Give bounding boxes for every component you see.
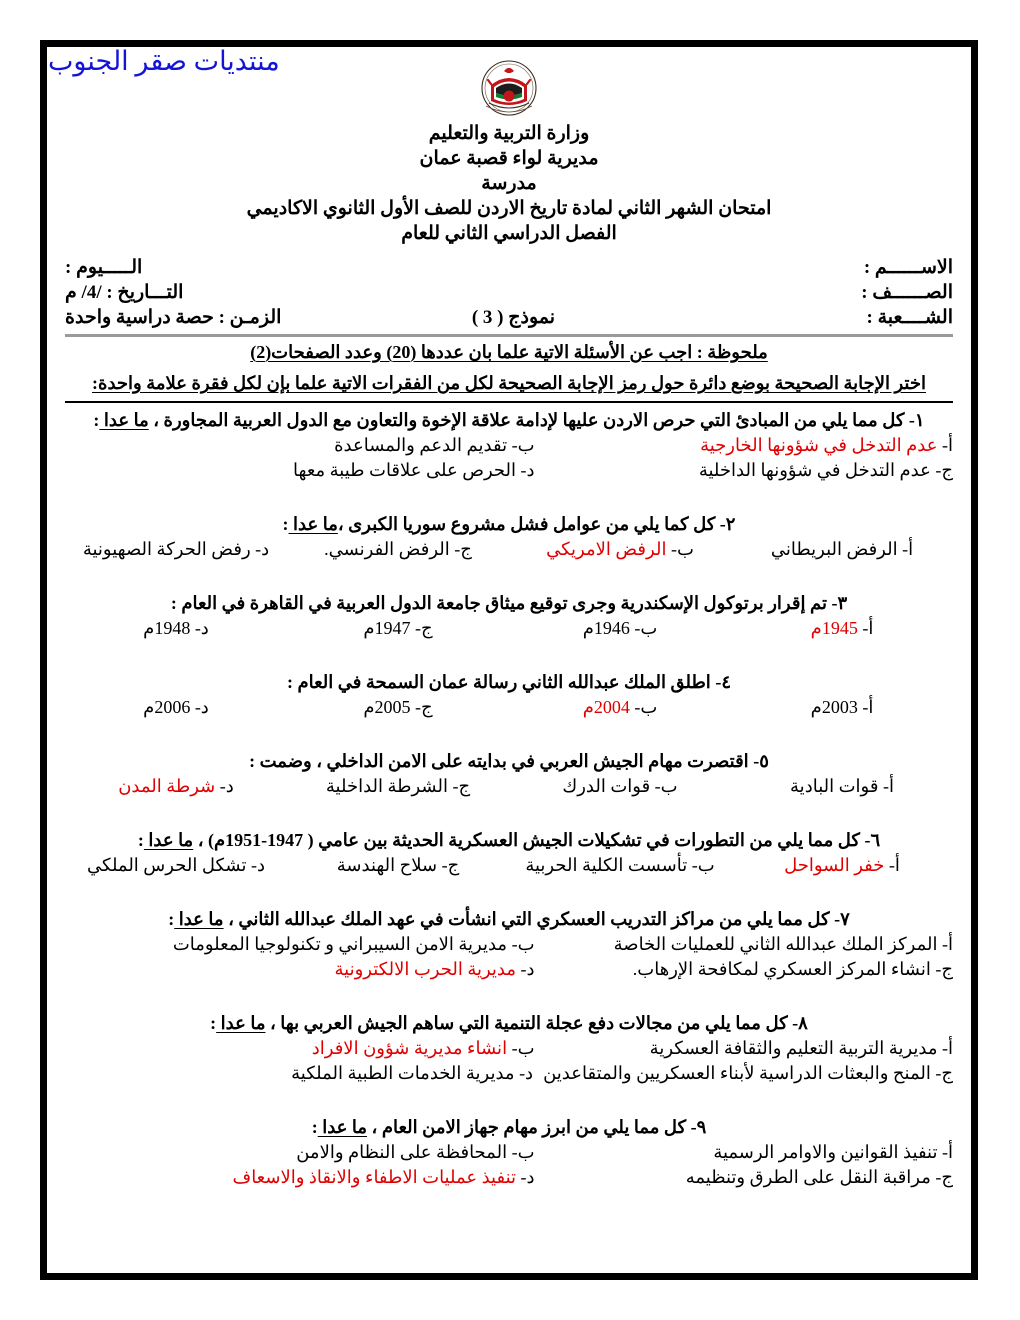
option-label: د- xyxy=(514,1063,534,1083)
option-text: 2003م xyxy=(810,697,858,717)
option-text: مديرية الحرب الالكترونية xyxy=(334,959,517,979)
option-text: 1946م xyxy=(582,618,630,638)
question-text: كل مما يلي من ابرز مهام جهاز الامن العام ، xyxy=(367,1117,687,1137)
option-label: ج- xyxy=(449,539,472,559)
option-row xyxy=(65,1036,953,1061)
question-number: ٨- xyxy=(787,1013,808,1033)
option-row xyxy=(65,695,953,720)
option-row xyxy=(65,433,953,458)
option-text: شرطة المدن xyxy=(118,776,216,796)
option-text: الرفض الامريكي xyxy=(546,539,667,559)
question-text: كل مما يلي من مجالات دفع عجلة التنمية التي ساهم الجيش العربي بها ، xyxy=(265,1013,788,1033)
answer-option[interactable] xyxy=(731,853,953,878)
option-row xyxy=(65,853,953,878)
time-label: الزمـن : xyxy=(213,307,282,328)
option-text: تأسست الكلية الحربية xyxy=(525,855,688,875)
option-text: 1947م xyxy=(363,618,411,638)
option-text: قوات البادية xyxy=(790,776,879,796)
option-text: مديرية التربية التعليم والثقافة العسكرية xyxy=(649,1038,938,1058)
option-row xyxy=(65,1061,953,1086)
option-label: د- xyxy=(516,1167,535,1187)
option-label: ب- xyxy=(507,435,535,455)
option-label: د- xyxy=(250,539,270,559)
option-row xyxy=(65,957,953,982)
exam-model-label: نموذج ( 3 ) xyxy=(471,307,556,328)
option-row xyxy=(65,616,953,641)
answer-option[interactable] xyxy=(65,695,287,720)
info-row-section-time xyxy=(65,305,953,330)
date-value[interactable]: /4/ م xyxy=(65,282,102,303)
option-text: تنفيذ عمليات الاطفاء والانقاذ والاسعاف xyxy=(232,1167,517,1187)
option-text: مراقبة النقل على الطرق وتنظيمه xyxy=(685,1167,931,1187)
questions-list xyxy=(65,407,953,1214)
question-block xyxy=(65,669,953,720)
option-text: 2004م xyxy=(582,697,630,717)
answer-option[interactable] xyxy=(731,774,953,799)
option-label: ج- xyxy=(930,1063,953,1083)
answer-option[interactable] xyxy=(55,932,545,957)
option-label: ج- xyxy=(930,460,953,480)
answer-option[interactable] xyxy=(65,616,287,641)
question-text: اقتصرت مهام الجيش العربي في بدايته على الامن الداخلي ، وضمت : xyxy=(249,751,749,771)
answer-option[interactable] xyxy=(509,616,731,641)
option-label: أ- xyxy=(937,934,953,954)
option-label: د- xyxy=(516,959,535,979)
answer-option[interactable] xyxy=(65,537,287,562)
question-block xyxy=(65,1010,953,1086)
date-field-group xyxy=(65,280,367,305)
answer-option[interactable] xyxy=(545,1165,953,1190)
option-label: أ- xyxy=(897,539,914,559)
option-text: تشكل الحرس الملكي xyxy=(87,855,247,875)
question-colon: : xyxy=(168,909,175,929)
option-text: خفر السواحل xyxy=(784,855,885,875)
question-number: ٩- xyxy=(686,1117,707,1137)
option-label: د- xyxy=(190,618,209,638)
question-text: كل كما يلي من عوامل فشل مشروع سوريا الكبرى ، xyxy=(337,514,716,534)
option-row xyxy=(65,932,953,957)
option-text: المنح والبعثات الدراسية لأبناء العسكريين والمتقاعدين xyxy=(543,1063,931,1083)
name-field-group xyxy=(660,255,953,280)
answer-option[interactable] xyxy=(543,1061,953,1086)
day-field-group xyxy=(65,255,367,280)
question-stem xyxy=(65,748,953,774)
time-field-group xyxy=(65,305,367,330)
option-text: الحرص على علاقات طيبة معها xyxy=(293,460,517,480)
question-colon: : xyxy=(210,1013,217,1033)
time-value: حصة دراسية واحدة xyxy=(65,307,214,328)
question-number: ٣- xyxy=(826,593,848,613)
question-spacer xyxy=(65,982,953,1006)
option-label: ب- xyxy=(687,855,715,875)
option-text: قوات الدرك xyxy=(562,776,651,796)
option-text: الرفض البريطاني xyxy=(770,539,898,559)
name-label: الاســــــم : xyxy=(863,257,953,278)
answer-option[interactable] xyxy=(509,853,731,878)
option-text: المركز الملك عبدالله الثاني للعمليات الخاصة xyxy=(613,934,938,954)
answer-option[interactable] xyxy=(545,1036,953,1061)
exam-page-content xyxy=(47,47,971,1273)
question-stem xyxy=(65,407,953,433)
question-spacer xyxy=(65,1086,953,1110)
question-block xyxy=(65,906,953,982)
option-label: أ- xyxy=(937,435,953,455)
answer-option[interactable] xyxy=(55,1140,545,1165)
option-label: ب- xyxy=(629,618,658,638)
question-exception-keyword: ما عدا xyxy=(288,514,338,534)
question-stem xyxy=(65,590,953,616)
option-row xyxy=(65,458,953,483)
option-label: ج- xyxy=(437,855,460,875)
option-label: ب- xyxy=(629,697,658,717)
section-field-group xyxy=(660,305,953,330)
option-text: انشاء مديرية شؤون الافراد xyxy=(311,1038,508,1058)
answer-option[interactable] xyxy=(55,1036,545,1061)
question-block xyxy=(65,407,953,483)
question-stem xyxy=(65,1010,953,1036)
question-text: تم إقرار برتوكول الإسكندرية وجرى توقيع ميثاق جامعة الدول العربية في القاهرة في العام : xyxy=(170,593,827,613)
answer-option[interactable] xyxy=(55,458,545,483)
question-block xyxy=(65,1114,953,1190)
option-label: ج- xyxy=(930,959,953,979)
answer-option[interactable] xyxy=(65,774,287,799)
question-exception-keyword: ما عدا xyxy=(317,1117,368,1137)
option-label: ب- xyxy=(507,1142,535,1162)
option-text: الرفض الفرنسي. xyxy=(324,539,450,559)
answer-option[interactable] xyxy=(54,1061,544,1086)
option-label: أ- xyxy=(884,855,900,875)
answer-option[interactable] xyxy=(509,774,731,799)
question-block xyxy=(65,827,953,878)
option-text: المحافظة على النظام والامن xyxy=(296,1142,508,1162)
option-label: أ- xyxy=(937,1038,953,1058)
option-text: عدم التدخل في شؤونها الخارجية xyxy=(700,435,938,455)
option-label: ج- xyxy=(410,697,433,717)
jordan-coat-of-arms-icon xyxy=(480,57,538,119)
question-number: ٤- xyxy=(710,672,731,692)
answer-option[interactable] xyxy=(545,458,953,483)
day-label: الـــــيوم : xyxy=(65,257,143,278)
option-label: ب- xyxy=(507,934,535,954)
answer-option[interactable] xyxy=(545,932,953,957)
option-text: 1948م xyxy=(143,618,191,638)
option-text: عدم التدخل في شؤونها الداخلية xyxy=(698,460,931,480)
option-row xyxy=(65,774,953,799)
option-text: تقديم الدعم والمساعدة xyxy=(334,435,508,455)
option-label: أ- xyxy=(878,776,894,796)
question-number: ٧- xyxy=(829,909,850,929)
question-number: ١- xyxy=(904,410,925,430)
option-text: مديرية الخدمات الطبية الملكية xyxy=(291,1063,515,1083)
question-spacer xyxy=(65,1190,953,1214)
option-label: د- xyxy=(215,776,234,796)
option-row xyxy=(65,1165,953,1190)
option-text: 2005م xyxy=(363,697,411,717)
answer-option[interactable] xyxy=(55,433,545,458)
question-number: ٢- xyxy=(715,514,736,534)
option-text: مديرية الامن السيبراني و تكنولوجيا المعلومات xyxy=(172,934,508,954)
class-label: الصــــــف : xyxy=(861,282,953,303)
option-label: ج- xyxy=(447,776,471,796)
option-text: سلاح الهندسة xyxy=(336,855,438,875)
option-row xyxy=(65,537,953,562)
info-row-class-date xyxy=(65,280,953,305)
question-text: كل مما يلي من مراكز التدريب العسكري التي انشأت في عهد الملك عبدالله الثاني ، xyxy=(223,909,830,929)
option-label: أ- xyxy=(857,618,874,638)
question-colon: : xyxy=(137,830,144,850)
answer-option[interactable] xyxy=(545,1140,953,1165)
info-row-name-day xyxy=(65,255,953,280)
question-number: ٦- xyxy=(859,830,881,850)
option-label: د- xyxy=(246,855,265,875)
option-text: تنفيذ القوانين والاوامر الرسمية xyxy=(713,1142,938,1162)
answer-option[interactable] xyxy=(287,616,509,641)
question-number: ٥- xyxy=(748,751,769,771)
student-info-block xyxy=(65,255,953,330)
option-label: ب- xyxy=(650,776,678,796)
option-text: الشرطة الداخلية xyxy=(325,776,448,796)
option-label: د- xyxy=(190,697,209,717)
option-row xyxy=(65,1140,953,1165)
option-label: ج- xyxy=(410,618,433,638)
directorate-title: مديرية لواء قصبة عمان xyxy=(419,148,599,169)
option-text: انشاء المركز العسكري لمكافحة الإرهاب. xyxy=(632,959,931,979)
answer-option[interactable] xyxy=(731,616,953,641)
question-text: كل مما يلي من التطورات في تشكيلات الجيش العسكرية الحديثة بين عامي ( 1947-1951م) ، xyxy=(193,830,860,850)
ministry-title: وزارة التربية والتعليم xyxy=(428,123,590,144)
question-spacer xyxy=(65,799,953,823)
answer-option[interactable] xyxy=(287,537,509,562)
option-label: ج- xyxy=(930,1167,953,1187)
question-text: اطلق الملك عبدالله الثاني رسالة عمان السمحة في العام : xyxy=(287,672,711,692)
question-spacer xyxy=(65,878,953,902)
question-spacer xyxy=(65,720,953,744)
answer-option[interactable] xyxy=(55,957,545,982)
question-stem xyxy=(65,669,953,695)
question-block xyxy=(65,511,953,562)
question-stem xyxy=(65,511,953,537)
answer-option[interactable] xyxy=(545,957,953,982)
question-block xyxy=(65,590,953,641)
answer-option[interactable] xyxy=(731,695,953,720)
option-label: ب- xyxy=(666,539,694,559)
question-stem xyxy=(65,827,953,853)
option-label: أ- xyxy=(857,697,874,717)
answer-option[interactable] xyxy=(545,433,953,458)
question-block xyxy=(65,748,953,799)
forum-watermark: منتديات صقر الجنوب xyxy=(48,46,280,76)
question-exception-keyword: ما عدا xyxy=(174,909,224,929)
answer-option[interactable] xyxy=(509,537,731,562)
answer-option[interactable] xyxy=(287,774,509,799)
question-spacer xyxy=(65,483,953,507)
option-text: 2006م xyxy=(143,697,191,717)
option-label: ب- xyxy=(507,1038,535,1058)
question-exception-keyword: ما عدا xyxy=(99,410,149,430)
option-text: رفض الحركة الصهيونية xyxy=(82,539,251,559)
answer-option[interactable] xyxy=(287,853,509,878)
answer-option[interactable] xyxy=(509,695,731,720)
answer-option[interactable] xyxy=(731,537,953,562)
question-stem xyxy=(65,906,953,932)
info-divider-rule xyxy=(65,334,953,337)
option-text: 1945م xyxy=(810,618,858,638)
date-label: التـــاريخ : xyxy=(106,282,184,303)
question-stem xyxy=(65,1114,953,1140)
exam-note: ملحوظة : اجب عن الأسئلة الاتية علما بان عددها (20) وعدد الصفحات(2) xyxy=(250,342,768,362)
question-colon: : xyxy=(311,1117,318,1137)
question-spacer xyxy=(65,641,953,665)
exam-instruction: اختر الإجابة الصحيحة بوضع دائرة حول رمز الإجابة الصحيحة لكل من الفقرات الاتية علما بإن لكل فقرة علامة واحدة: xyxy=(92,373,926,393)
option-label: أ- xyxy=(937,1142,953,1162)
exam-page-frame xyxy=(40,40,978,1280)
section-label: الشــــعبة : xyxy=(866,307,953,328)
instruction-divider-rule xyxy=(65,401,953,403)
school-title: مدرسة xyxy=(481,173,537,194)
question-exception-keyword: ما عدا xyxy=(143,830,194,850)
answer-option[interactable] xyxy=(55,1165,545,1190)
question-text: كل مما يلي من المبادئ التي حرص الاردن عليها لإدامة علاقة الإخوة والتعاون مع الدول العربية المجاورة ، xyxy=(148,410,905,430)
question-exception-keyword: ما عدا xyxy=(216,1013,266,1033)
question-colon: : xyxy=(282,514,289,534)
exam-title: امتحان الشهر الثاني لمادة تاريخ الاردن للصف الأول الثانوي الاكاديمي xyxy=(246,198,772,219)
semester-title: الفصل الدراسي الثاني للعام xyxy=(401,223,617,244)
answer-option[interactable] xyxy=(65,853,287,878)
question-colon: : xyxy=(93,410,100,430)
exam-model-group xyxy=(367,305,660,330)
question-spacer xyxy=(65,562,953,586)
answer-option[interactable] xyxy=(287,695,509,720)
class-field-group xyxy=(660,280,953,305)
option-label: د- xyxy=(516,460,535,480)
